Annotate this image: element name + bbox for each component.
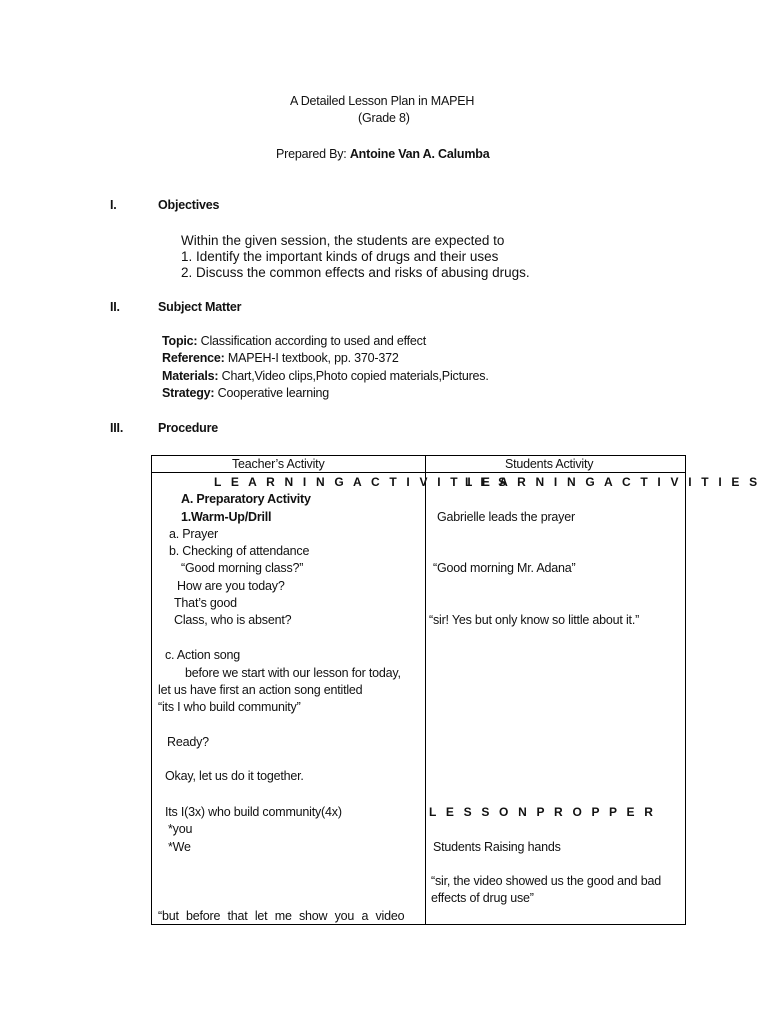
objective-item: 1. Identify the important kinds of drugs and their uses <box>181 249 499 264</box>
student-greeting: “Good morning Mr. Adana” <box>433 561 576 575</box>
section-numeral-procedure: III. <box>110 421 124 435</box>
student-learning-activities: L E A R N I N G A C T I V I T I E S <box>465 475 761 489</box>
reference-value: MAPEH-I textbook, pp. 370-372 <box>227 351 399 365</box>
strategy-line <box>162 386 329 400</box>
prayer-lead: Gabrielle leads the prayer <box>437 510 575 524</box>
before-lesson-line: before we start with our lesson for today, <box>185 666 401 680</box>
action-song-item: c. Action song <box>165 648 241 662</box>
ready-prompt: Ready? <box>167 735 209 749</box>
lyric-we: *We <box>168 840 191 854</box>
attendance-item: b. Checking of attendance <box>169 544 310 558</box>
okay-prompt: Okay, let us do it together. <box>165 769 304 783</box>
raising-hands: Students Raising hands <box>433 840 561 854</box>
video-response: effects of drug use” <box>431 891 534 905</box>
subject-matter-heading: Subject Matter <box>158 300 242 314</box>
objectives-intro: Within the given session, the students are expected to <box>181 233 505 248</box>
preparatory-activity: A. Preparatory Activity <box>181 492 311 506</box>
section-numeral-objectives: I. <box>110 198 117 212</box>
reference-label: Reference: <box>162 351 225 365</box>
objective-item: 2. Discuss the common effects and risks of abusing drugs. <box>181 265 530 280</box>
lesson-propper: L E S S O N P R O P P E R <box>429 805 657 819</box>
objectives-heading: Objectives <box>158 198 220 212</box>
grade-label: (Grade 8) <box>358 111 410 125</box>
before-lesson-line: let us have first an action song entitled <box>158 683 363 697</box>
topic-line <box>162 334 426 348</box>
strategy-label: Strategy: <box>162 386 215 400</box>
section-numeral-subject: II. <box>110 300 120 314</box>
lyric-you: *you <box>168 822 193 836</box>
warmup-drill: 1.Warm-Up/Drill <box>181 510 272 524</box>
procedure-table <box>151 455 761 925</box>
column-divider <box>425 456 426 924</box>
how-are-you: How are you today? <box>177 579 285 593</box>
prayer-item: a. Prayer <box>169 527 218 541</box>
author-name: Antoine Van A. Calumba <box>349 147 490 161</box>
student-reply: “sir! Yes but only know so little about it.” <box>429 613 640 627</box>
topic-value: Classification according to used and effect <box>200 334 426 348</box>
materials-line <box>162 369 489 383</box>
teacher-column-header: Teacher’s Activity <box>232 457 325 471</box>
student-column-header: Students Activity <box>505 457 594 471</box>
song-title: “its I who build community” <box>158 700 301 714</box>
header-divider <box>152 472 685 473</box>
materials-label: Materials: <box>162 369 219 383</box>
reference-line <box>162 351 399 365</box>
song-lyrics: Its I(3x) who build community(4x) <box>165 805 342 819</box>
materials-value: Chart,Video clips,Photo copied materials,Pictures. <box>221 369 489 383</box>
thats-good: That’s good <box>174 596 237 610</box>
teacher-learning-activities: L E A R N I N G A C T I V I T I E S <box>214 475 510 489</box>
topic-label: Topic: <box>162 334 198 348</box>
strategy-value: Cooperative learning <box>217 386 330 400</box>
procedure-heading: Procedure <box>158 421 219 435</box>
video-intro: “but before that let me show you a video <box>158 909 405 923</box>
video-response: “sir, the video showed us the good and bad <box>431 874 661 888</box>
teacher-greeting: “Good morning class?” <box>181 561 304 575</box>
who-is-absent: Class, who is absent? <box>174 613 292 627</box>
document-title: A Detailed Lesson Plan in MAPEH <box>290 94 475 108</box>
prepared-by <box>276 147 489 161</box>
prepared-by-label: Prepared By: <box>276 147 347 161</box>
